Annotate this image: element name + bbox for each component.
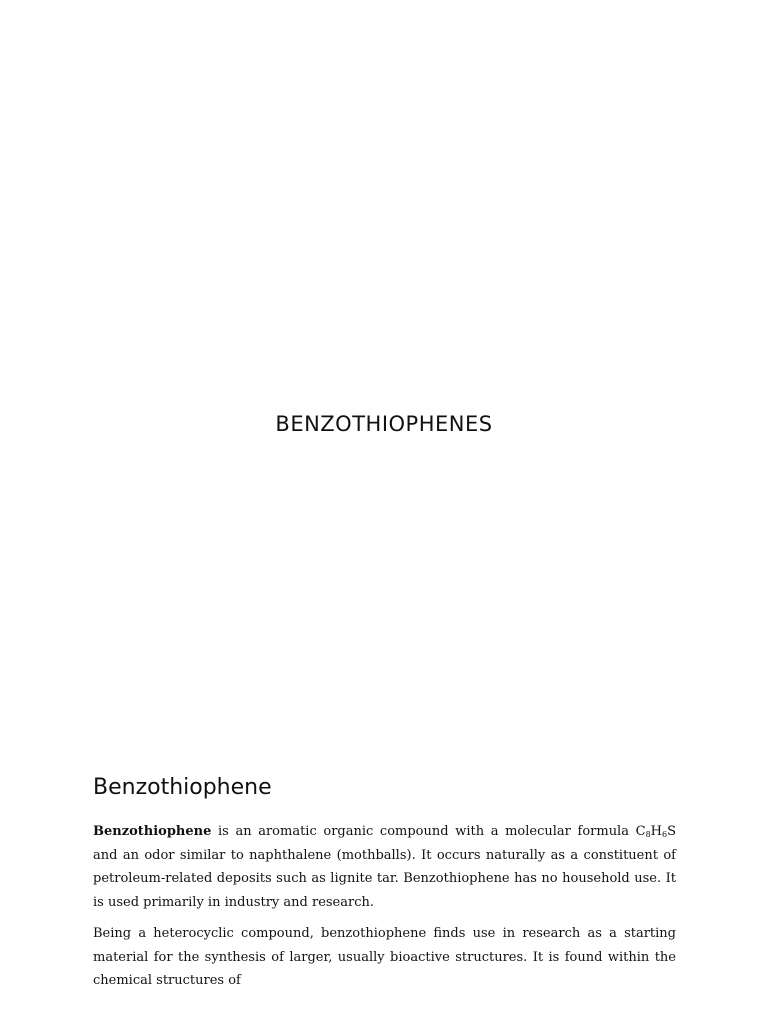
- formula-carbon-count: 8: [645, 830, 651, 839]
- section-heading: Benzothiophene: [93, 775, 272, 800]
- formula-carbon: C: [635, 824, 646, 839]
- molecular-formula: [636, 824, 676, 839]
- bold-term: Benzothiophene: [93, 824, 212, 839]
- formula-hydrogen: H: [650, 824, 662, 839]
- formula-sulfur: S: [667, 824, 676, 839]
- formula-hydrogen-count: 6: [662, 830, 668, 839]
- paragraph-usage: Being a heterocyclic compound, benzothiophene finds use in research as a starting material for the synthesis of larger, usually bioactive structures. It is found within the chemical structures of: [93, 926, 676, 988]
- document-title: BENZOTHIOPHENES: [275, 412, 493, 436]
- paragraph-intro: [93, 820, 676, 914]
- paragraph-text-after-formula: and an odor similar to naphthalene (mothballs). It occurs naturally as a constituent of petroleum-related deposits such as lignite tar. Benzothiophene has no household use. It is used primarily in industry and research.: [93, 847, 676, 910]
- paragraph-text-before-formula: is an aromatic organic compound with a molecular formula: [211, 824, 636, 839]
